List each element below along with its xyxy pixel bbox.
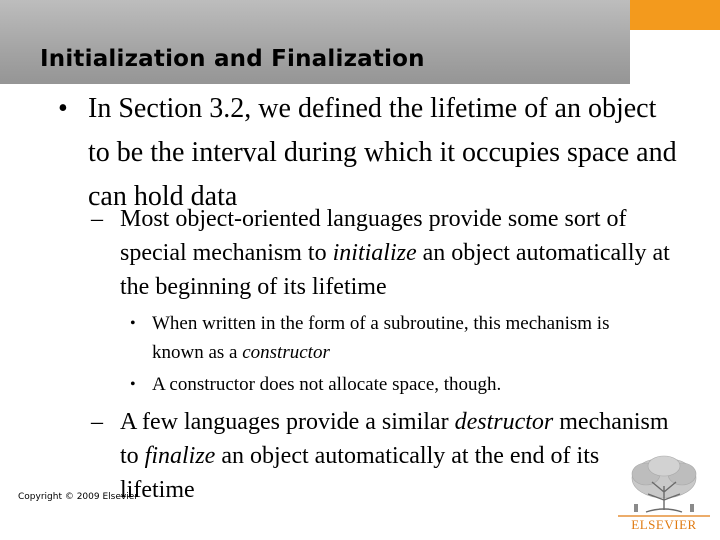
bullet-text xyxy=(120,202,671,304)
slide-title: Initialization and Finalization xyxy=(40,46,425,72)
accent-orange-block xyxy=(630,0,720,30)
accent-white-block xyxy=(630,30,720,84)
emphasis-destructor: destructor xyxy=(454,409,554,435)
emphasis-initialize: initialize xyxy=(332,240,417,266)
elsevier-logo-text: ELSEVIER xyxy=(631,517,697,532)
text-segment: When written in the form of a subroutine, this mechanism is known as a xyxy=(152,313,610,363)
bullet-text: A constructor does not allocate space, though. xyxy=(152,374,502,395)
text-segment: an object automatically at the end of its lifetime xyxy=(120,443,600,503)
bullet-level3-allocate xyxy=(130,370,650,399)
text-segment: mechanism to xyxy=(120,409,669,469)
copyright-footer: Copyright © 2009 Elsevier xyxy=(18,492,138,502)
dash-marker: – xyxy=(91,409,103,435)
bullet-marker: • xyxy=(130,376,136,393)
emphasis-constructor: constructor xyxy=(242,342,330,363)
text-segment: an object automatically at the beginning of its lifetime xyxy=(120,240,670,300)
bullet-text xyxy=(152,309,650,367)
text-segment: Most object-oriented languages provide some sort of special mechanism to xyxy=(120,206,627,266)
bullet-marker: • xyxy=(58,93,68,124)
dash-marker: – xyxy=(91,206,103,232)
bullet-text xyxy=(120,405,671,507)
bullet-marker: • xyxy=(130,315,136,332)
bullet-level2-initialize xyxy=(91,202,671,304)
bullet-level1 xyxy=(58,87,678,219)
emphasis-finalize: finalize xyxy=(144,443,216,469)
bullet-level3-constructor xyxy=(130,309,650,367)
bullet-text: In Section 3.2, we defined the lifetime of an object to be the interval during which it occupies space and can hold data xyxy=(88,93,677,212)
bullet-level2-destructor xyxy=(91,405,671,507)
text-segment: A few languages provide a similar xyxy=(120,409,455,435)
